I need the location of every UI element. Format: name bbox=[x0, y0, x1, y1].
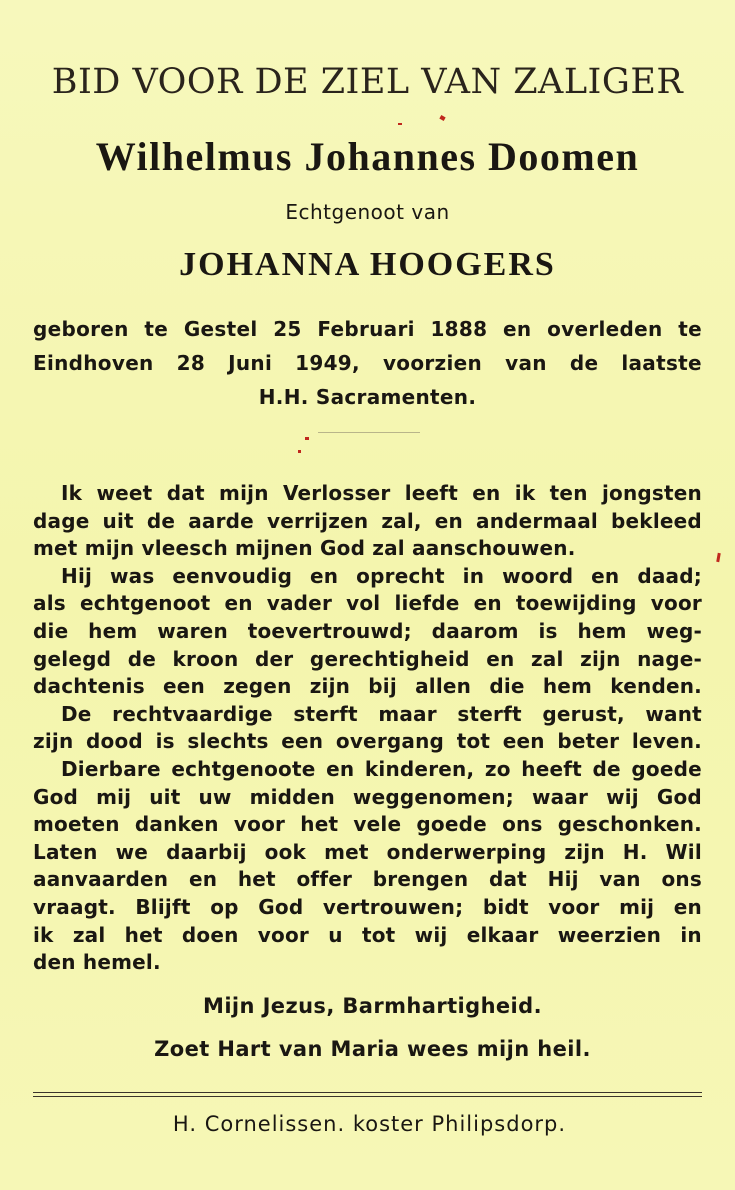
prayer-word: en bbox=[188, 867, 218, 892]
prayer-word: God bbox=[258, 894, 304, 919]
prayer-word: nage- bbox=[637, 646, 702, 671]
ink-fleck bbox=[305, 437, 309, 440]
short-divider bbox=[318, 432, 420, 433]
prayer-word: een bbox=[281, 729, 324, 754]
prayer-word: oprecht bbox=[356, 563, 445, 588]
dates-paragraph bbox=[33, 312, 702, 414]
prayer-word: danken bbox=[134, 812, 219, 837]
dates-line bbox=[33, 312, 702, 346]
prayer-word: verrijzen bbox=[266, 508, 369, 533]
prayer-word: Dierbare bbox=[61, 756, 161, 781]
prayer-word: Hij bbox=[61, 563, 93, 588]
prayer-word: rechtvaardige bbox=[112, 701, 273, 726]
prayer-word: slechts bbox=[187, 729, 269, 754]
prayer-line bbox=[33, 701, 702, 729]
prayer-word: voor bbox=[548, 894, 600, 919]
prayer-word: tot bbox=[456, 729, 491, 754]
prayer-word: geschonken. bbox=[557, 812, 702, 837]
closing-invocation-1: Mijn Jezus, Barmhartigheid. bbox=[203, 994, 542, 1018]
prayer-word: en bbox=[224, 591, 253, 616]
prayer-word: toevertrouwd; bbox=[247, 618, 412, 643]
prayer-word: moeten bbox=[33, 812, 120, 837]
prayer-line bbox=[33, 673, 702, 701]
prayer-word: want bbox=[645, 701, 702, 726]
prayer-word: en bbox=[473, 591, 502, 616]
prayer-word: en bbox=[310, 563, 339, 588]
prayer-word: zijn bbox=[33, 729, 74, 754]
prayer-word: vol bbox=[346, 591, 381, 616]
prayer-word: dat bbox=[166, 481, 205, 505]
prayer-word: zegen bbox=[223, 674, 292, 699]
prayer-word: Hij bbox=[547, 867, 579, 892]
prayer-word: Verlosser bbox=[282, 481, 391, 505]
prayer-word: en bbox=[326, 756, 355, 781]
ink-fleck bbox=[398, 123, 402, 125]
prayer-line: den hemel. bbox=[33, 950, 161, 975]
prayer-word: die bbox=[33, 618, 69, 643]
prayer-word: jongsten bbox=[601, 481, 702, 505]
prayer-word: Laten bbox=[33, 839, 98, 864]
dates-word: 25 bbox=[273, 317, 302, 341]
dates-word: 1888 bbox=[430, 317, 488, 341]
prayer-line bbox=[33, 839, 702, 867]
prayer-word: onderwerping bbox=[386, 839, 547, 864]
prayer-word: H. bbox=[622, 839, 648, 864]
prayer-line bbox=[33, 618, 702, 646]
prayer-word: der bbox=[255, 646, 294, 671]
prayer-word: maar bbox=[378, 701, 437, 726]
prayer-word: ten bbox=[549, 481, 588, 505]
prayer-line bbox=[33, 922, 702, 950]
prayer-word: dood bbox=[86, 729, 143, 754]
prayer-word: een bbox=[502, 729, 545, 754]
prayer-word: ik bbox=[33, 922, 54, 947]
prayer-line bbox=[33, 728, 702, 756]
prayer-word: leeft bbox=[404, 481, 458, 505]
prayer-word: in bbox=[462, 563, 485, 588]
prayer-word: sterft bbox=[457, 701, 522, 726]
dates-word: 1949, bbox=[295, 351, 360, 375]
prayer-word: hem bbox=[577, 618, 627, 643]
prayer-word: en bbox=[673, 894, 702, 919]
prayer-word: vertrouwen; bbox=[322, 894, 464, 919]
prayer-word: gerust, bbox=[542, 701, 625, 726]
prayer-word: voor bbox=[233, 812, 286, 837]
prayer-word: uit bbox=[102, 508, 134, 533]
prayer-word: mij bbox=[619, 894, 655, 919]
prayer-word: en bbox=[486, 646, 515, 671]
ink-fleck bbox=[716, 553, 721, 562]
prayer-line bbox=[33, 563, 702, 591]
prayer-word: woord bbox=[502, 563, 574, 588]
card-header: BID VOOR DE ZIEL VAN ZALIGER bbox=[51, 62, 684, 102]
prayer-word: mijn bbox=[219, 481, 269, 505]
prayer-word: bij bbox=[368, 674, 397, 699]
dates-word: voorzien bbox=[382, 351, 483, 375]
prayer-word: elkaar bbox=[466, 922, 539, 947]
prayer-word: weggenomen; bbox=[352, 784, 514, 809]
dates-word: Gestel bbox=[183, 317, 258, 341]
footer-divider bbox=[33, 1092, 702, 1097]
prayer-word: voor bbox=[650, 591, 702, 616]
prayer-word: in bbox=[680, 922, 702, 947]
printer-credit: H. Cornelissen. koster Philipsdorp. bbox=[172, 1112, 567, 1136]
prayer-word: en bbox=[472, 481, 501, 505]
prayer-word: en bbox=[434, 508, 463, 533]
prayer-line bbox=[33, 866, 702, 894]
prayer-word: midden bbox=[249, 784, 335, 809]
prayer-word: toewijding bbox=[515, 591, 637, 616]
prayer-line bbox=[33, 646, 702, 674]
prayer-line bbox=[33, 508, 702, 536]
deceased-name: Wilhelmus Johannes Doomen bbox=[95, 134, 640, 179]
prayer-word: daarbij bbox=[166, 839, 247, 864]
prayer-word: uw bbox=[198, 784, 232, 809]
prayer-word: het bbox=[237, 867, 276, 892]
prayer-word: dachtenis bbox=[33, 674, 145, 699]
prayer-word: mij bbox=[96, 784, 132, 809]
prayer-word: gelegd bbox=[33, 646, 112, 671]
prayer-word: die bbox=[489, 674, 525, 699]
prayer-word: ons bbox=[661, 867, 702, 892]
prayer-word: bidt bbox=[482, 894, 529, 919]
prayer-word: weerzien bbox=[557, 922, 662, 947]
prayer-word: zal bbox=[72, 922, 106, 947]
prayer-word: ons bbox=[502, 812, 543, 837]
prayer-word: God bbox=[33, 784, 79, 809]
prayer-word: gerechtigheid bbox=[309, 646, 470, 671]
prayer-word: kinderen, bbox=[364, 756, 475, 781]
prayer-word: hem bbox=[88, 618, 138, 643]
prayer-word: voor bbox=[257, 922, 309, 947]
dates-word: Eindhoven bbox=[33, 351, 154, 375]
prayer-word: andermaal bbox=[476, 508, 598, 533]
prayer-text bbox=[33, 480, 702, 977]
prayer-word: aarde bbox=[188, 508, 254, 533]
dates-word: Juni bbox=[228, 351, 273, 375]
prayer-word: zijn bbox=[564, 839, 605, 864]
prayer-word: hem bbox=[542, 674, 593, 699]
prayer-word: wij bbox=[414, 922, 448, 947]
prayer-word: zal, bbox=[381, 508, 422, 533]
prayer-word: goede bbox=[631, 756, 702, 781]
prayer-word: allen bbox=[415, 674, 472, 699]
spouse-name: JOHANNA HOOGERS bbox=[179, 246, 556, 283]
prayer-word: echtgenoot bbox=[79, 591, 211, 616]
prayer-word: vraagt. bbox=[33, 894, 116, 919]
prayer-word: Wil bbox=[665, 839, 702, 864]
prayer-word: tot bbox=[361, 922, 396, 947]
ink-fleck bbox=[298, 450, 301, 453]
prayer-word: brengen bbox=[372, 867, 469, 892]
prayer-word: de bbox=[592, 756, 621, 781]
prayer-word: echtgenoote bbox=[171, 756, 316, 781]
prayer-line bbox=[33, 784, 702, 812]
prayer-word: overgang bbox=[335, 729, 445, 754]
prayer-word: Blijft bbox=[135, 894, 191, 919]
prayer-line bbox=[33, 756, 702, 784]
ink-fleck bbox=[439, 115, 445, 121]
prayer-word: de bbox=[127, 646, 156, 671]
prayer-word: Ik bbox=[61, 481, 83, 505]
dates-word: laatste bbox=[621, 351, 702, 375]
dates-word: de bbox=[569, 351, 599, 375]
prayer-word: De bbox=[61, 701, 92, 726]
prayer-word: heeft bbox=[521, 756, 582, 781]
prayer-word: u bbox=[328, 922, 343, 947]
prayer-word: was bbox=[110, 563, 155, 588]
prayer-word: waren bbox=[157, 618, 228, 643]
prayer-line bbox=[33, 894, 702, 922]
dates-word: overleden bbox=[547, 317, 663, 341]
prayer-word: en bbox=[591, 563, 620, 588]
prayer-word: de bbox=[146, 508, 176, 533]
prayer-word: als bbox=[33, 591, 66, 616]
prayer-word: kenden. bbox=[610, 674, 702, 699]
prayer-word: een bbox=[163, 674, 205, 699]
prayer-word: weg- bbox=[646, 618, 702, 643]
prayer-word: is bbox=[538, 618, 558, 643]
prayer-word: zal bbox=[530, 646, 564, 671]
prayer-line: met mijn vleesch mijnen God zal aanschouwen. bbox=[33, 536, 576, 561]
prayer-word: offer bbox=[296, 867, 353, 892]
prayer-word: daad; bbox=[637, 563, 702, 588]
prayer-line bbox=[33, 480, 702, 508]
prayer-word: God bbox=[656, 784, 702, 809]
prayer-word: zijn bbox=[309, 674, 351, 699]
prayer-word: aanvaarden bbox=[33, 867, 169, 892]
prayer-word: dage bbox=[33, 508, 90, 533]
prayer-word: beter bbox=[557, 729, 620, 754]
prayer-word: dat bbox=[488, 867, 527, 892]
prayer-word: bekleed bbox=[611, 508, 702, 533]
prayer-word: daarom bbox=[431, 618, 519, 643]
prayer-word: zijn bbox=[580, 646, 621, 671]
prayer-word: leven. bbox=[631, 729, 702, 754]
dates-word: geboren bbox=[33, 317, 129, 341]
prayer-word: zo bbox=[484, 756, 511, 781]
prayer-word: weet bbox=[96, 481, 153, 505]
prayer-word: vele bbox=[353, 812, 402, 837]
prayer-word: liefde bbox=[394, 591, 460, 616]
prayer-word: sterft bbox=[293, 701, 358, 726]
prayer-word: we bbox=[115, 839, 149, 864]
prayer-word: op bbox=[210, 894, 239, 919]
prayer-word: ik bbox=[514, 481, 536, 505]
prayer-word: het bbox=[124, 922, 163, 947]
prayer-word: eenvoudig bbox=[172, 563, 293, 588]
closing-invocation-2: Zoet Hart van Maria wees mijn heil. bbox=[154, 1037, 591, 1061]
prayer-word: ook bbox=[264, 839, 307, 864]
prayer-word: uit bbox=[149, 784, 181, 809]
prayer-word: kroon bbox=[172, 646, 239, 671]
dates-word: en bbox=[503, 317, 532, 341]
prayer-word: doen bbox=[181, 922, 239, 947]
dates-line bbox=[33, 346, 702, 380]
dates-line-sacraments: H.H. Sacramenten. bbox=[258, 385, 477, 409]
dates-word: te bbox=[144, 317, 169, 341]
prayer-word: met bbox=[324, 839, 369, 864]
prayer-word: waar bbox=[531, 784, 589, 809]
prayer-line bbox=[33, 590, 702, 618]
dates-word: Februari bbox=[317, 317, 415, 341]
prayer-word: van bbox=[599, 867, 641, 892]
prayer-word: wij bbox=[606, 784, 639, 809]
dates-word: te bbox=[678, 317, 702, 341]
spouse-label: Echtgenoot van bbox=[285, 200, 450, 224]
prayer-line bbox=[33, 811, 702, 839]
prayer-word: het bbox=[300, 812, 339, 837]
prayer-word: is bbox=[155, 729, 175, 754]
prayer-word: goede bbox=[416, 812, 487, 837]
dates-word: van bbox=[505, 351, 547, 375]
dates-word: 28 bbox=[176, 351, 206, 375]
prayer-word: vader bbox=[266, 591, 333, 616]
